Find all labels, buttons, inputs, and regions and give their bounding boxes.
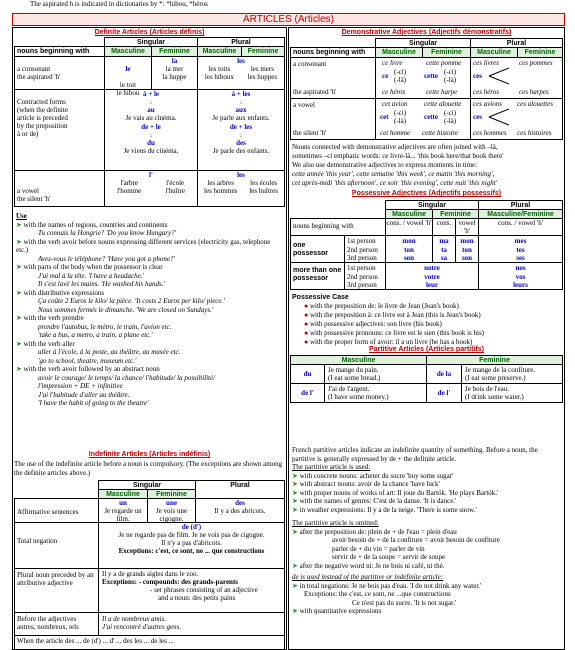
arrow-right-icon: ➤ [16,220,24,229]
article-la: la [171,57,178,65]
partitive-line [292,582,562,591]
use-example-text: Il s'est lavé les mains. 'He washed his hands.' [38,280,165,288]
arrow-down-icon: ↓ [149,131,153,139]
use-list [16,221,284,408]
demonstrative-note: Nouns connected with demonstrative adjectives are often joined with –là, [292,143,498,151]
person-1: 1st person [347,237,376,245]
use-title: Use [16,212,27,220]
use-example-text: l'impression + DE + infinitive [38,382,123,390]
possessive-vowel-h: vowel 'h' [455,218,479,236]
demo-la-1: (-là) [394,76,407,84]
demonstrative-pl-masc-header: Masculine [470,47,518,58]
definite-title: Definite Articles (Articles définis) [94,29,205,36]
bullet-icon: ● [304,302,310,310]
indefinite-masc-header: Masculine [98,489,148,499]
use-example [16,297,284,306]
partitive-table [290,355,563,437]
demo-cet-homme: cet homme [380,129,411,137]
indefinite-des-cell [195,498,285,523]
demo-ce-heros: ce héros [382,88,406,96]
use-example-text: Nous sommes fermés le dimanche. 'We are closed on Sundays.' [38,305,214,314]
arrow-right-icon: ➤ [16,339,24,348]
indefinite-table [14,480,285,650]
indefinite-neg-label: Total negation [14,522,99,569]
definite-row1-plural [197,56,285,90]
arrow-right-icon: ➤ [292,497,300,505]
partitive-line-text: with the names of genres: C'est de la danse. 'It is dance.' [299,497,457,505]
demonstrative-row1-plural [470,57,563,99]
arrow-right-icon: ➤ [16,237,24,246]
demonstrative-row2-label [290,98,376,140]
partitive-line-text: with quantitative expressions [299,607,382,615]
definite-pl-fem-header: Feminine [241,46,285,57]
use-example [16,229,284,238]
indefinite-neg-cell [98,522,285,569]
arrow-right-icon: ➤ [292,561,300,570]
indefinite-before-ex1: Il a de nombreux amis. [102,615,167,623]
possessive-fem-header: Feminine [432,209,479,219]
demonstrative-notes [292,143,562,188]
use-example [16,255,284,264]
demo-cette-pomme: cette pomme [426,59,462,67]
indefinite-plural-header: Plural [195,480,285,490]
use-item [16,263,284,272]
indefinite-neg-exceptions: Exceptions: c'est, ce sont, ne ... que constructions [118,547,265,555]
article-une: une [166,499,177,507]
possessive-case [292,293,562,347]
use-item-text: with parts of the body when the possessor is clear [23,263,163,271]
partitive-line [292,536,562,545]
definite-row3-plural [197,170,285,207]
contracted-plural [197,89,285,171]
top-note [30,0,208,8]
demonstrative-nouns-label: nouns beginning with [290,47,376,58]
indefinite-neg-ex1: Je ne regarde pas de film. Je ne vois pas de cigogne. [118,531,265,539]
definite-row1-masc-ex: le toit le hibou [116,81,140,97]
contracted-au: au [147,106,155,114]
indefinite-une-cell [147,498,196,523]
use-example [16,357,284,366]
person-6: 3rd person [347,281,377,289]
partitive-line-text: servir de + de la soupe = servir de soupe [332,553,446,561]
definite-row3-pl-masc-ex: les arbres les hommes [204,179,238,195]
contracted-de-les: de + les [229,123,253,131]
use-item-text: with the verb prendre [23,314,84,322]
contracted-a-le: à + le [142,90,160,98]
definite-row1-pl-fem-ex: les mers les huppes [247,65,278,81]
article-de: de (d') [181,523,202,531]
use-item [16,221,284,230]
use-example [16,306,284,315]
contracted-a-les: à + les [231,90,251,98]
possessive-nos: nos vos leurs [478,262,563,290]
use-example-text: aller à l'école, à la poste, au théâtre, au musée etc. [38,348,181,356]
indefinite-title: Indefinite Articles (Articles indéfinis) [88,451,211,458]
indefinite-fem-header: Feminine [147,489,196,499]
demonstrative-row1-label-text: a consonant [293,60,327,68]
partitive-line-text: Ce n'est pas du sucre. 'It is not sugar.' [352,598,457,607]
article-l: l' [149,171,153,179]
demonstrative-row2-label2-text: the silent 'h' [293,129,327,137]
use-example [16,280,284,289]
demonstrative-row2-label-text: a vowel [293,101,315,109]
definite-row3-label: a vowel the silent 'h' [14,170,105,207]
arrow-right-icon: ➤ [292,607,300,615]
use-section [16,212,284,408]
contracted-label: Contracted forms (when the definite article is preceded by the preposition à or de) [14,89,105,171]
use-item [16,314,284,323]
definite-row1-label: a consonant the aspirated 'h' [14,56,105,90]
possessive-cons-vowel-1: cons. / vowel 'h' [385,218,433,236]
demonstrative-row2-singular [375,98,471,140]
use-example-text: Tu connais la Hongrie? 'Do you know Hungary?' [38,229,177,237]
indefinite-plural-exc1: Exceptions: - compounds: des grands-parents [102,578,238,586]
partitive-omitted-title: The partitive article is omitted: [292,519,379,527]
use-example-text: avoir le courage/ le temps/ la chance/ l'habitude/ la possibilité/ [38,373,216,382]
demonstrative-pl-fem-header: Feminine [517,47,563,58]
contracted-des-ex: Je parle des enfants. [212,147,270,155]
partitive-line-text: after the preposition de: plein de + de l'eau = plein d'eau [299,527,457,536]
demo-ci-1: (-ci) [394,68,407,76]
arrow-right-icon: ➤ [16,288,24,297]
partitive-line-text: with proper nouns of works of art: Il joue du Bartók. 'He plays Bartók.' [299,488,499,497]
partitive-fem-header: Feminine [426,355,563,365]
person-3: 3rd person [347,254,377,262]
indefinite-plural-exc2: - set phrases consisting of an adjective [150,586,258,594]
partitive-instead-title: de is used instead of the partitive or indefinite article: [292,573,444,581]
indefinite-before-cell [98,612,285,636]
definite-row3-pl-fem-ex: les écoles les huîtres [249,179,278,195]
demo-la-4: (-là) [444,117,457,125]
demo-ces: ces [473,72,482,80]
partitive-line [292,497,562,506]
demo-cet-avion: cet avion [382,100,408,108]
arrow-down-icon: ↓ [239,98,243,106]
demo-ce-livre: ce livre [382,59,403,67]
partitive-line-text: with concrete nouns: acheter du sucre 'buy some sugar' [299,471,454,480]
article-les: les [237,57,245,65]
possessive-case-item [292,311,562,320]
demonstrative-row2-plural [470,98,563,140]
arrow-right-icon: ➤ [292,581,300,590]
indefinite-une-ex: Je vois une cigogne. [155,507,188,523]
definite-row1-masc [104,56,152,97]
use-example [16,391,284,400]
arrow-down-icon: ↓ [149,98,153,106]
demonstrative-table [290,38,563,140]
person-4: 1st person [347,264,376,272]
indefinite-before-label: Before the adjectives autres, nombreux, tels [14,612,99,636]
indefinite-un-ex: Je regarde un film. [104,507,142,523]
partitive-de-la: de la [426,364,462,384]
partitive-line [292,607,562,616]
partitive-notes [292,446,562,616]
possessive-title: Possessive Adjectives (Adjectifs possessifs) [351,190,502,197]
partitive-de-l-masc-ex: J'ai de l'argent. (I have some money.) [324,383,427,403]
demo-cette-2: cette [424,113,438,121]
indefinite-plural-label: Plural noun preceded by an attributive adjective [14,568,99,613]
use-example [16,348,284,357]
demonstrative-masc-header: Masculine [375,47,423,58]
article-des: des [235,499,245,507]
demonstrative-title: Demonstrative Adjectives (Adjectifs démonstratifs) [341,29,512,36]
demo-ces-pommes: ces pommes [519,59,553,67]
article-un: un [119,499,127,507]
definite-masc-header: Masculine [104,46,152,57]
contracted-singular [104,89,198,171]
definite-singular-header: Singular [104,37,198,47]
indefinite-un-cell [98,498,148,523]
possessive-case-item [292,320,562,329]
possessive-masc-header: Masculine [385,209,433,219]
demo-ces-alouettes: ces alouettes [517,100,553,108]
partitive-line-text: parler de + du vin = parler de vin [332,544,425,553]
use-item-text: with distributive expressions [23,288,105,297]
partitive-line-text: Exceptions: the c'est, ce sont, ne ...que constructions [304,590,451,598]
definite-pl-masc-header: Masculine [197,46,242,57]
contracted-de-le: de + le [141,123,161,131]
possessive-case-text: with possessive pronouns: ce livre est le sien (this book is his) [309,329,484,337]
arrow-right-icon: ➤ [292,505,300,514]
possessive-case-text: with possessive adjectives: son livre (his book) [309,320,442,328]
partitive-used-list [292,472,562,515]
partitive-line [292,599,562,608]
demo-ci-3: (-ci) [394,109,407,117]
demo-ces-harpes: ces harpes [519,88,549,96]
partitive-de-l-fem: de l' [426,383,462,403]
arrow-right-icon: ➤ [292,527,300,536]
partitive-line [292,553,562,562]
partitive-de-la-ex: Je mange de la confiture. (I eat some preserve.) [461,364,563,384]
main-title-text: ARTICLES (Articles) [243,14,334,25]
use-item-text: with the verb avoir followed by an abstract noun [23,365,160,373]
possessive-ma: ma ta sa [432,235,456,263]
indefinite-singular-header: Singular [98,480,196,490]
fork-icon [489,107,511,127]
possessive-one-persons [344,235,386,263]
partitive-line-text: in weather expressions: Il y a de la neige. 'There is some snow.' [299,505,477,514]
partitive-line [292,545,562,554]
partitive-line-text: with abstract nouns: avoir de la chance 'have luck' [299,480,440,488]
use-item-text: with the verb avoir before nouns expressing different services (electricity gas, telephone etc.) [16,237,271,254]
contracted-des: des [236,139,246,147]
indefinite-intro: The use of the indefinite article before a noun is compulsory. (The exceptions are shown among the definite articles above.) [14,460,283,477]
indefinite-plural-cell [98,568,285,613]
possessive-mascfem-header: Masculine/Feminine [478,209,563,219]
arrow-right-icon: ➤ [16,314,24,322]
possessive-case-text: with the preposition de: le livre de Jean (Jean's book) [309,302,459,310]
use-example [16,323,284,332]
contracted-au-ex: Je vais au cinéma. [125,114,177,122]
bullet-icon: ● [304,320,310,328]
use-example-text: Avez-vous le téléphone? 'Have you got a phone?' [38,254,175,263]
contracted-du: du [147,139,155,147]
definite-nouns-label: nouns beginning with [14,46,105,57]
definite-plural-header: Plural [197,37,285,47]
demonstrative-singular-header: Singular [375,38,471,48]
demo-ces-livres: ces livres [473,59,499,67]
demonstrative-row1-label [290,57,376,99]
possessive-mon: mon ton son [385,235,433,263]
main-title [12,13,565,26]
demo-ci-4: (-ci) [444,109,457,117]
indefinite-before-ex2: J'ai rencontré d'autres gens. [102,623,182,631]
use-item [16,340,284,349]
partitive-line-text: in total negations: Je ne bois pas d'eau. 'I do not drink any water.' [299,581,482,590]
use-example [16,382,284,391]
arrow-right-icon: ➤ [16,365,24,373]
demo-ces-heros: ces héros [473,88,499,96]
demonstrative-row1-label2-text: the aspirated 'h' [293,88,337,96]
definite-row3-fem-ex: l'école l'huître [165,179,185,195]
possessive-mes: mes tes ses [478,235,563,263]
partitive-line [292,489,562,498]
demo-ces-2: ces [473,113,482,121]
definite-row3-singular [104,170,198,207]
possessive-more-persons [344,262,386,290]
use-example [16,399,284,408]
partitive-line [292,528,562,537]
person-5: 2nd person [347,272,378,281]
bullet-icon: ● [304,329,310,337]
demo-ces-histoires: ces histoires [517,129,552,137]
use-item-text: with the verb aller [23,339,75,348]
demo-ce: ce [382,72,389,80]
indefinite-aff-label: Affirmative sentences [14,498,99,523]
article-le: le [125,65,131,73]
partitive-de-l-fem-ex: Je bois de l'eau. (I drink some water.) [461,383,563,403]
use-item [16,238,284,255]
arrow-right-icon: ➤ [292,471,300,480]
possessive-case-item [292,302,562,311]
partitive-du-ex: Je mange du pain. (I eat some bread.) [324,364,427,384]
possessive-nouns-label: nouns beginning with [290,218,386,236]
partitive-line [292,506,562,515]
indefinite-bottom-row: When the article des ... de (d') ... d' ... des les ... de les ... [14,635,285,650]
use-example-text: 'I have the habit of going to the theatre' [38,399,149,407]
contracted-du-ex: Je viens du cinéma. [123,147,179,155]
arrow-right-icon: ➤ [16,263,24,271]
indefinite-plural-exc3: and a noun: des petits pains [158,594,236,602]
possessive-notre: notre votre leur [385,262,479,290]
partitive-used-title: The partitive article is used: [292,463,371,471]
use-example [16,374,284,383]
demo-ci-2: (-ci) [444,68,457,76]
arrow-right-icon: ➤ [292,480,300,488]
demo-cet: cet [380,113,389,121]
indefinite-neg-ex2: Il n'y a pas d'abricots. [161,539,222,547]
partitive-line-text: avoir besoin de + de la confiture = avoir besoin de confiture [332,536,500,544]
possessive-more-label: more than one possessor [290,262,345,290]
partitive-intro: French partitive articles indicate an indefinite quantity of something. Before a noun, the partitive is generally expressed by de + the definite article. [292,446,538,463]
demo-cette-harpe: cette harpe [426,88,458,96]
article-les-2: les [237,171,245,179]
partitive-line [292,590,562,599]
partitive-de-l-masc: de l' [290,383,325,403]
demo-la-2: (-là) [444,76,457,84]
demonstrative-row1-singular [375,57,471,99]
contracted-aux-ex: Je parle aux enfants. [212,114,270,122]
use-item [16,365,284,374]
demonstrative-note: cette année 'this year', cette semaine 'this week', ce matin 'this morning', [292,170,495,178]
partitive-masc-header: Masculine [290,355,427,365]
possessive-cons: cons. [432,218,456,236]
contracted-aux: aux [235,106,247,114]
demonstrative-fem-header: Feminine [422,47,471,58]
demo-cette-alouette: cette alouette [424,100,462,108]
partitive-line-text: after the negative word ni: Je ne bois ni café, ni thé. [299,561,445,570]
indefinite-des-ex: Il y a des abricots. [214,507,266,515]
use-example-text: J'ai mal à la tête. 'I have a headache.' [38,271,144,280]
demo-ces-avions: ces avions [473,100,502,108]
indefinite-plural-ex: Il y a de grands aigles dans le zoo. [102,570,199,578]
possessive-case-item [292,329,562,338]
demonstrative-note: We also use demonstrative adjectives to express moments in time: [292,161,478,169]
possessive-cons-vowel-2: cons. / vowel 'h' [478,218,563,236]
bullet-icon: ● [304,338,310,346]
definite-row1-pl-masc-ex: les toits les hiboux [204,65,234,81]
possessive-one-label: one possessor [290,235,345,263]
demonstrative-plural-header: Plural [470,38,563,48]
partitive-line [292,472,562,481]
demo-cette-histoire: cette histoire [422,129,459,137]
demo-ces-hommes: ces hommes [473,129,507,137]
arrow-down-icon: ↓ [239,131,243,139]
use-example [16,272,284,281]
demonstrative-note: cet après-midi 'this afternoon', ce soir 'this evening', cette nuit 'this night' [292,179,498,187]
definite-fem-header: Feminine [151,46,198,57]
use-example-text: 'go to school, theatre, museum etc.' [38,356,137,365]
possessive-singular-header: Singular [385,200,479,210]
possessive-case-list [292,302,562,347]
demo-cette: cette [424,72,438,80]
partitive-line [292,562,562,571]
use-item-text: with the names of regions, countries and continents [23,220,168,229]
use-item [16,289,284,298]
possessive-case-title: Possessive Case [292,294,349,301]
use-example-text: Ça coûte 2 Euros le kilo/ la pièce. 'It costs 2 Euros per kilo/ piece.' [38,297,225,305]
partitive-title: Partitive Articles (Articles partitifs) [369,346,484,353]
possessive-case-text: with the preposition à: ce livre est à Jean (this is Jean's book) [309,311,481,319]
possessive-plural-header: Plural [478,200,563,210]
fork-icon [489,66,511,86]
bullet-icon: ● [304,311,310,319]
demo-la-3: (-là) [394,117,407,125]
person-2: 2nd person [347,245,378,254]
partitive-line [292,480,562,489]
use-example-text: prendre l'autobus, le métro, le train, l'avion etc. [38,322,172,331]
definite-row1-fem-ex: la mer la huppe [162,65,187,81]
definite-row3-masc-ex: l'arbre l'homme [117,179,142,195]
partitive-du: du [290,364,325,384]
use-example [16,331,284,340]
possessive-case-text: with the proper form of avoir: il a un livre (he has a book) [309,338,473,346]
arrow-right-icon: ➤ [292,488,300,497]
top-note-text: The aspirated h is indicated in dictionaries by *: *hibou, *héros [30,0,208,8]
use-example-text: 'take a bus, a metro, a train, a plane etc.' [38,331,153,339]
partitive-instead-list [292,582,562,616]
demonstrative-note: sometimes –ci emphatic words: ce livre-là... 'this book here/that book there' [292,152,504,160]
partitive-omitted-list [292,528,562,571]
use-example-text: J'ai l'habitude d'aller au théâtre. [38,390,130,399]
possessive-mon-2: mon ton son [455,235,479,263]
definite-row1-fem [151,56,198,90]
